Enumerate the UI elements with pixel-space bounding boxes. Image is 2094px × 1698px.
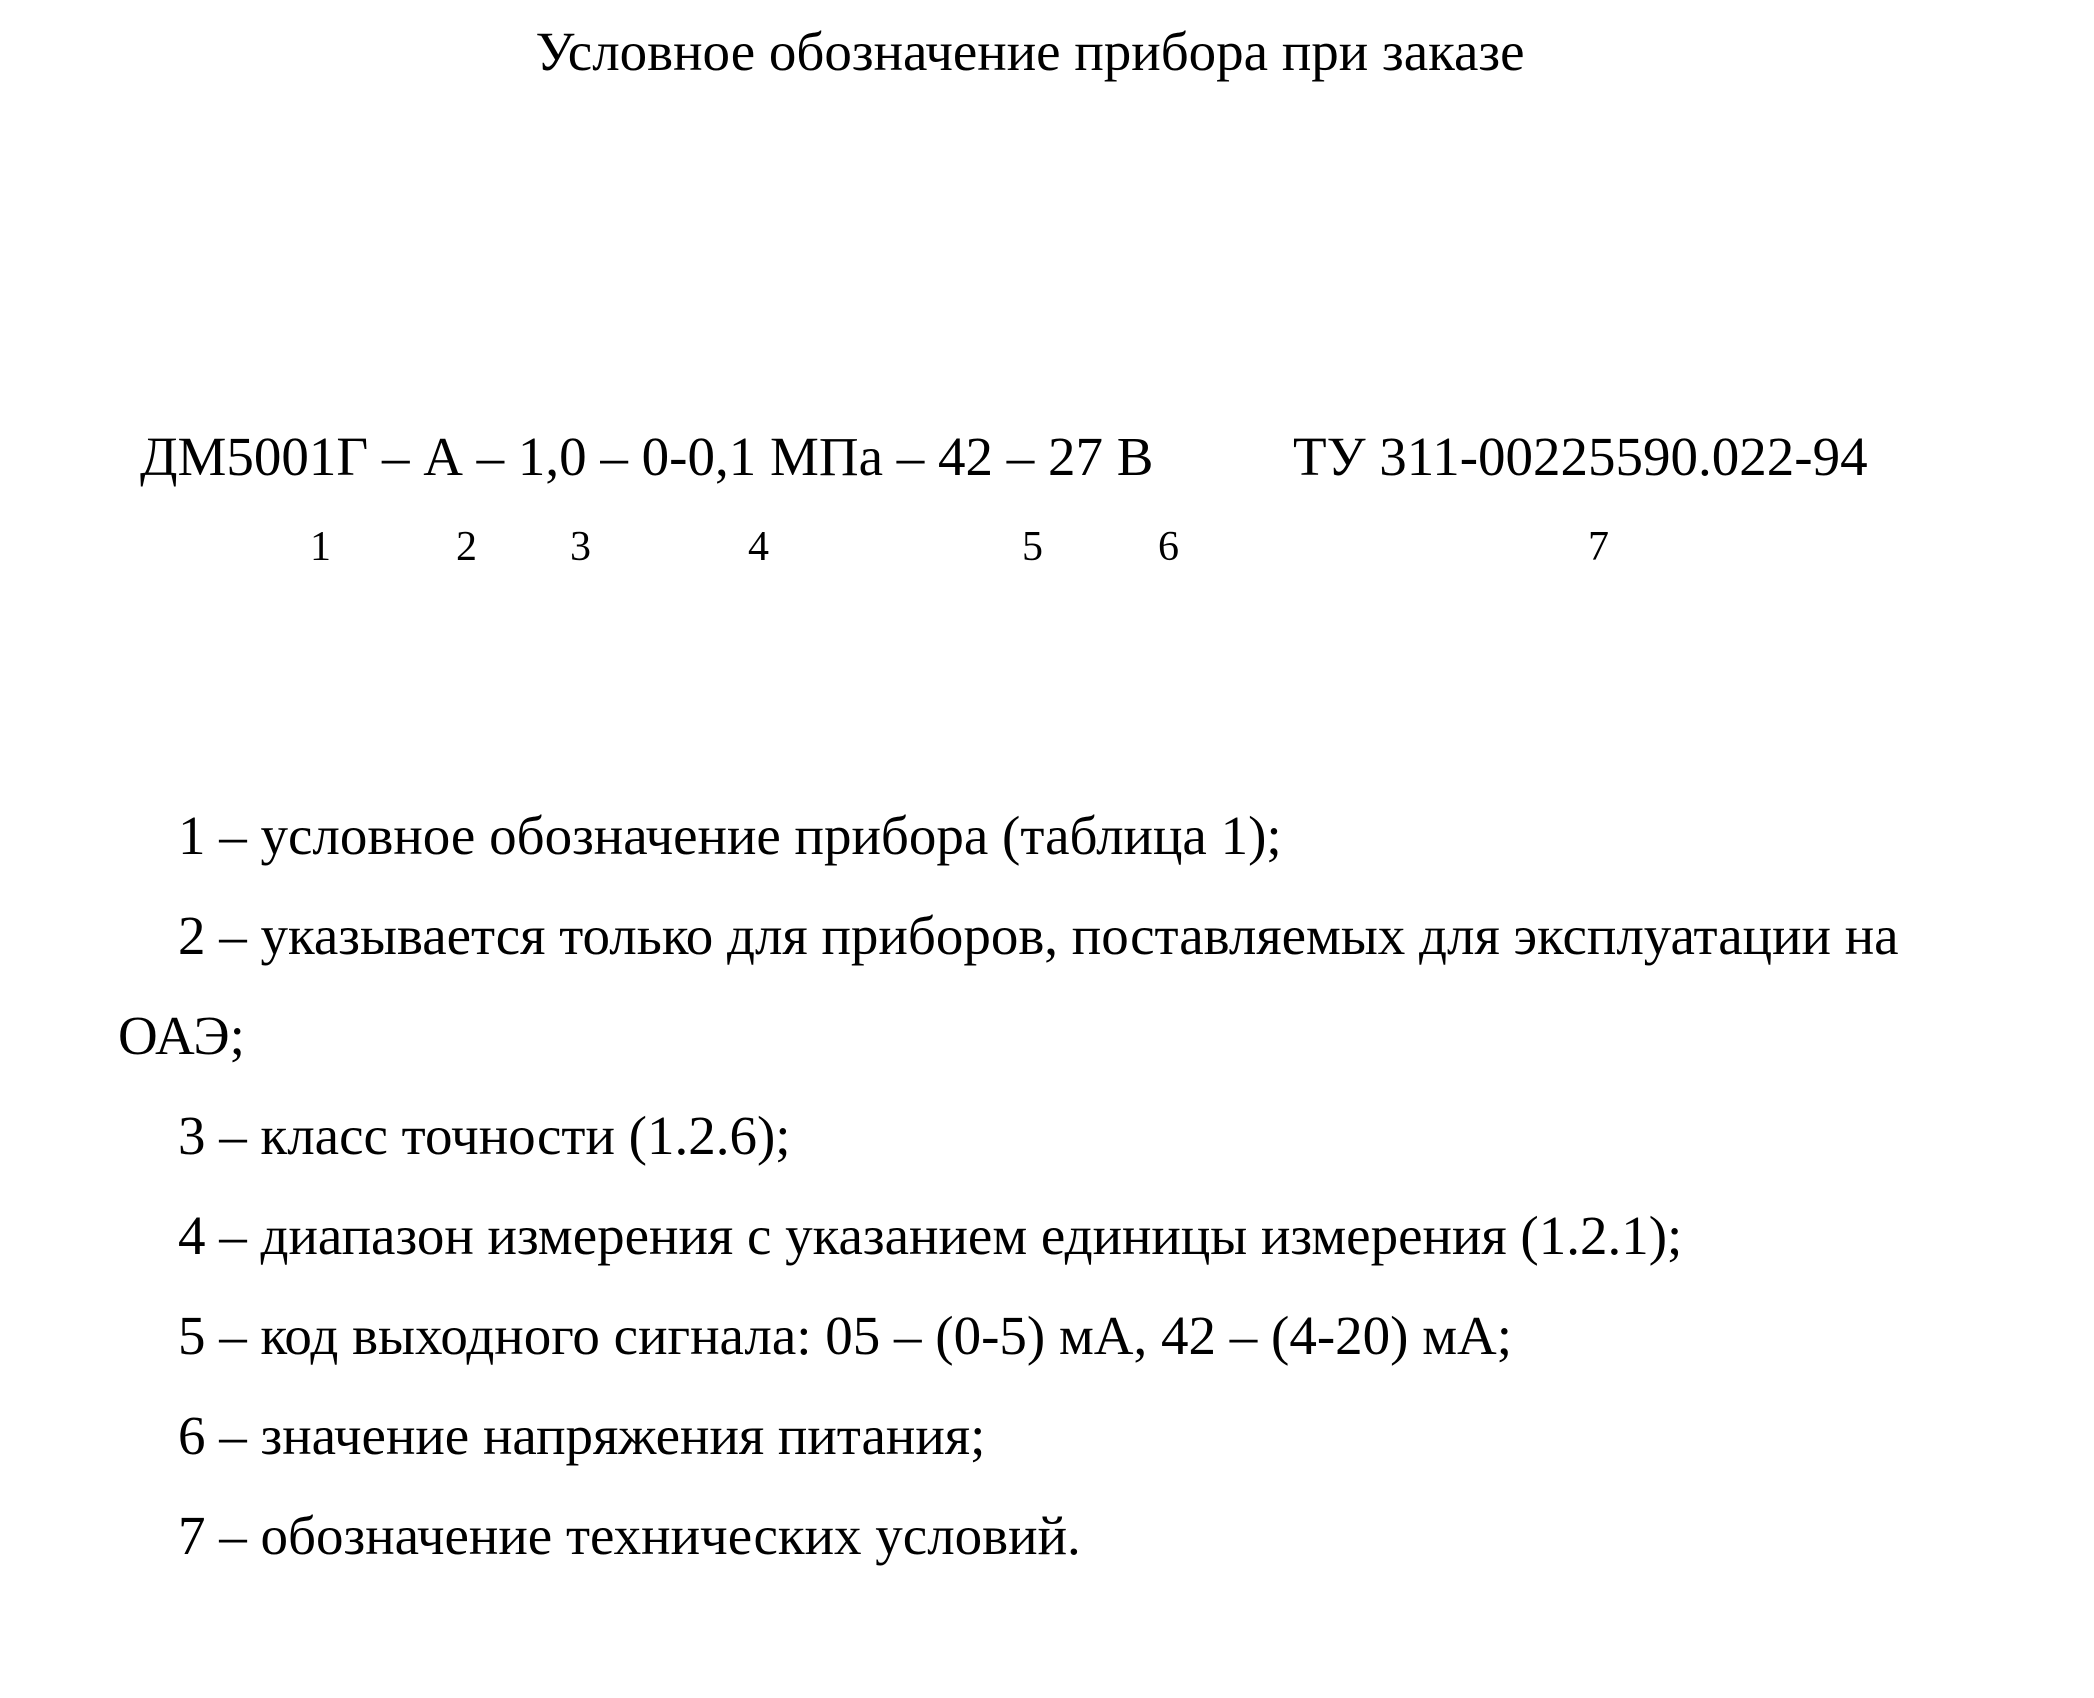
marker-7: 7 (1588, 524, 1609, 570)
marker-6: 6 (1158, 524, 1179, 570)
marker-1: 1 (310, 524, 331, 570)
order-designation (140, 425, 1868, 489)
legend-item-5: 5 – код выходного сигнала: 05 – (0-5) мА, 42 – (4-20) мА; (178, 1305, 1513, 1366)
legend-item-1: 1 – условное обозначение прибора (таблица 1); (178, 805, 1282, 866)
legend-item-6: 6 – значение напряжения питания; (178, 1405, 986, 1466)
marker-5: 5 (1022, 524, 1043, 570)
marker-4: 4 (748, 524, 769, 570)
legend-item-7: 7 – обозначение технических условий. (178, 1505, 1081, 1566)
legend-item-2-continuation: ОАЭ; (118, 1005, 245, 1066)
designation-spec: ТУ 311-00225590.022-94 (1293, 426, 1868, 487)
page-title: Условное обозначение прибора при заказе (535, 21, 1525, 82)
designation-code: ДМ5001Г – А – 1,0 – 0-0,1 МПа – 42 – 27 В (140, 426, 1154, 487)
marker-3: 3 (570, 524, 591, 570)
marker-2: 2 (456, 524, 477, 570)
legend-item-2: 2 – указывается только для приборов, поставляемых для эксплуатации на (178, 905, 1899, 966)
legend-item-3: 3 – класс точности (1.2.6); (178, 1105, 791, 1166)
legend-item-4: 4 – диапазон измерения с указанием единицы измерения (1.2.1); (178, 1205, 1683, 1266)
